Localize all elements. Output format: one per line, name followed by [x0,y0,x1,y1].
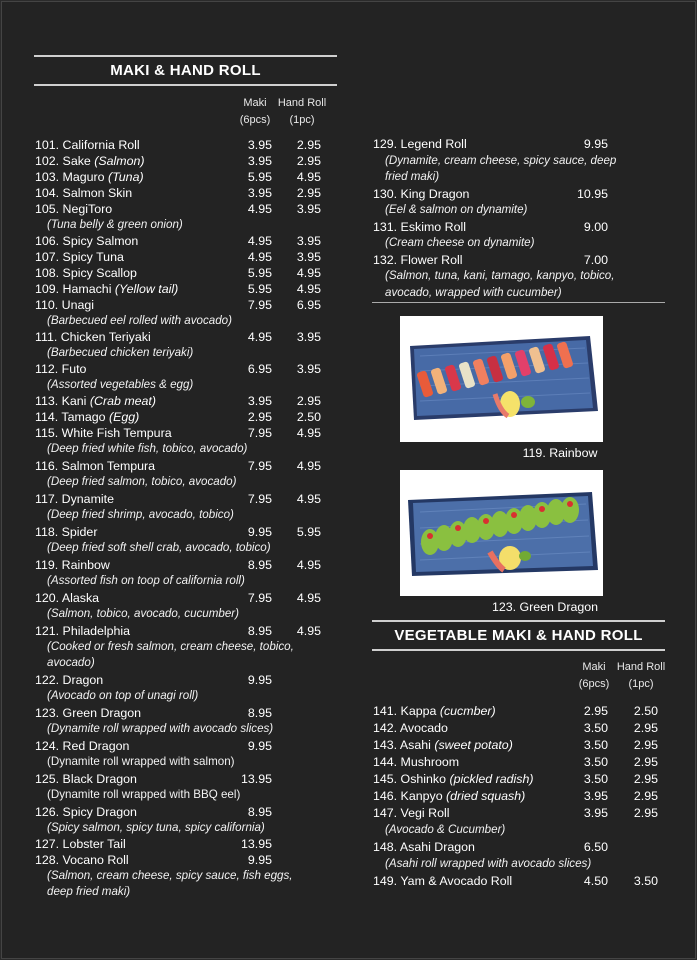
item-description: (Barbecued eel rolled with avocado) [47,314,232,327]
maki-price: 7.95 [247,298,272,312]
item-name-text: 122. Dragon [35,673,104,687]
handroll-price: 3.95 [296,362,321,376]
maki-price: 5.95 [247,282,272,296]
handroll-price: 5.95 [296,525,321,539]
menu-item-name [373,805,449,821]
handroll-price: 4.95 [296,591,321,605]
item-name-text: 127. Lobster Tail [35,837,126,851]
item-description: (Assorted vegetables & egg) [47,378,194,391]
item-description: (Avocado & Cucumber) [385,823,506,836]
menu-item-name [35,361,86,377]
item-name-text: 115. White Fish Tempura [35,426,172,440]
item-description: (Deep fried white fish, tobico, avocado) [47,442,248,455]
maki-price: 9.95 [247,739,272,753]
item-name-text: 126. Spicy Dragon [35,805,137,819]
item-description: avocado, wrapped with cucumber) [385,285,562,299]
item-description: (Salmon, cream cheese, spicy sauce, fish eggs, [47,869,293,882]
item-description: (Deep fried salmon, tobico, avocado) [47,475,237,488]
item-name-text: 130. King Dragon [373,186,470,201]
item-name-text: 118. Spider [35,525,98,539]
handroll-price: 3.95 [296,234,321,248]
menu-item-name [35,297,94,313]
menu-item-name [35,557,110,573]
menu-item-name [35,409,139,425]
item-name-text: 116. Salmon Tempura [35,459,156,473]
handroll-price: 2.95 [296,186,321,200]
item-name-text: 101. California Roll [35,138,140,152]
maki-section-title: MAKI & HAND ROLL [110,62,261,79]
rainbow-roll-photo [400,316,603,442]
item-name-text: 124. Red Dragon [35,739,130,753]
maki-price: 7.95 [247,459,272,473]
maki-price: 8.95 [247,558,272,572]
item-description: (Spicy salmon, spicy tuna, spicy california) [47,821,265,834]
column-maki-header: Maki (6pcs) [239,97,271,126]
menu-item-name [35,458,155,474]
item-note: (cucmber) [439,704,496,718]
maki-price: 4.95 [247,250,272,264]
item-name-text: 103. Maguro [35,170,109,184]
handroll-price: 2.50 [633,704,658,718]
maki-price: 8.95 [247,624,272,638]
item-description: (Assorted fish on toop of california roll) [47,574,245,587]
item-name-text: 105. NegiToro [35,202,113,216]
veg-section-title: VEGETABLE MAKI & HAND ROLL [394,627,643,644]
menu-item-name [35,771,137,787]
item-description: deep fried maki) [47,885,131,898]
maki-price: 7.95 [247,492,272,506]
maki-price: 4.95 [247,330,272,344]
title-rule-top [34,55,337,57]
green-dragon-photo [400,470,603,596]
menu-item-name [35,281,178,297]
item-name-text: 113. Kani [35,394,90,408]
maki-price: 3.95 [247,186,272,200]
menu-item-name [35,425,172,441]
item-note: (pickled radish) [449,772,534,786]
maki-price: 7.00 [583,252,608,267]
item-name-text: 128. Vocano Roll [35,853,129,867]
maki-price: 9.95 [247,853,272,867]
item-name-text: 102. Sake [35,154,95,168]
item-description: (Cream cheese on dynamite) [385,236,535,249]
item-name-text: 125. Black Dragon [35,772,137,786]
menu-item-name [35,590,99,606]
veg-column-handroll-header: Hand Roll (1pc) [616,661,666,690]
menu-item-name [373,252,463,268]
item-note: (dried squash) [446,789,526,803]
menu-item-name [35,393,156,409]
column-handroll-header: Hand Roll (1pc) [277,97,327,126]
handroll-price: 2.95 [296,154,321,168]
menu-item-name [35,137,140,153]
maki-price: 3.50 [583,755,608,769]
maki-price: 4.50 [583,874,608,888]
maki-price: 6.50 [583,840,608,854]
item-note: (Yellow tail) [114,282,179,296]
veg-title-rule-bottom [372,649,665,651]
maki-price: 9.00 [583,219,608,234]
menu-item-name [35,836,126,852]
maki-price: 3.50 [583,738,608,752]
item-description: (Avocado on top of unagi roll) [47,689,199,702]
item-name-text: 123. Green Dragon [35,706,142,720]
menu-item-name [373,754,459,770]
handroll-price: 2.95 [633,789,658,803]
rainbow-roll-image [400,316,603,442]
handroll-price: 4.95 [296,266,321,280]
item-description: (Salmon, tuna, kani, tamago, kanpyo, tobico, [385,269,615,282]
menu-item-name [373,839,475,855]
maki-price: 5.95 [247,170,272,184]
handroll-price: 2.95 [296,138,321,152]
item-description: (Eel & salmon on dynamite) [385,203,528,216]
menu-item-name [373,720,448,736]
item-note: (Egg) [108,410,140,424]
item-description: (Deep fried soft shell crab, avocado, tobico) [47,541,271,554]
item-name-text: 120. Alaska [35,591,100,605]
item-description: avocado) [47,656,95,669]
item-name-text: 146. Kanpyo [373,789,447,803]
maki-price: 2.95 [583,704,608,718]
item-description: fried maki) [385,170,440,183]
item-description: (Dynamite roll wrapped with salmon) [47,755,235,768]
maki-price: 13.95 [240,837,272,851]
item-name-text: 114. Tamago [35,410,109,424]
maki-price: 5.95 [247,266,272,280]
handroll-price: 4.95 [296,558,321,572]
menu-item-name [373,219,466,235]
item-description: (Asahi roll wrapped with avocado slices) [385,857,592,870]
item-name-text: 141. Kappa [373,704,440,718]
maki-price: 3.95 [247,138,272,152]
item-note: (Crab meat) [89,394,156,408]
menu-item-name [35,705,141,721]
menu-item-name [373,186,469,202]
maki-price: 9.95 [247,673,272,687]
handroll-price: 3.95 [296,202,321,216]
item-name-text: 112. Futo [35,362,87,376]
item-name-text: 145. Oshinko [373,772,450,786]
menu-item-name [373,788,525,804]
menu-item-name [35,852,129,868]
handroll-price: 4.95 [296,282,321,296]
handroll-price: 2.95 [633,772,658,786]
item-description: (Cooked or fresh salmon, cream cheese, tobico, [47,640,294,653]
green-dragon-image [400,470,603,596]
menu-item-name [373,771,533,787]
item-description: (Deep fried shrimp, avocado, tobico) [47,508,234,521]
handroll-price: 4.95 [296,426,321,440]
maki-price: 8.95 [247,805,272,819]
menu-item-name [35,169,144,185]
veg-column-maki-header: Maki (6pcs) [578,661,610,690]
item-description: (Dynamite, cream cheese, spicy sauce, deep [385,153,617,167]
maki-price: 2.95 [247,410,272,424]
green-dragon-caption: 123. Green Dragon [491,600,599,614]
maki-price: 4.95 [247,202,272,216]
item-name-text: 144. Mushroom [373,755,460,769]
menu-item-name [373,703,496,719]
menu-item-name [35,185,132,201]
handroll-price: 2.95 [633,721,658,735]
handroll-price: 2.50 [296,410,321,424]
handroll-price: 4.95 [296,624,321,638]
maki-price: 7.95 [247,591,272,605]
menu-item-name [35,491,114,507]
handroll-price: 4.95 [296,492,321,506]
item-name-text: 131. Eskimo Roll [373,219,466,234]
handroll-price: 3.95 [296,330,321,344]
item-name-text: 132. Flower Roll [373,252,463,267]
item-description: (Salmon, tobico, avocado, cucumber) [47,607,240,620]
handroll-price: 4.95 [296,459,321,473]
handroll-price: 3.95 [296,250,321,264]
menu-item-name [35,153,145,169]
item-name-text: 110. Unagi [35,298,95,312]
item-name-text: 119. Rainbow [35,558,110,572]
menu-item-name [35,672,103,688]
handroll-price: 6.95 [296,298,321,312]
menu-item-name [373,737,513,753]
rainbow-caption: 119. Rainbow [522,446,598,460]
item-name-text: 111. Chicken Teriyaki [35,330,151,344]
item-name-text: 147. Vegi Roll [373,806,450,820]
menu-item-name [35,738,129,754]
maki-price: 6.95 [247,362,272,376]
item-note: (sweet potato) [434,738,513,752]
maki-price: 13.95 [240,772,272,786]
maki-price: 9.95 [583,137,608,151]
menu-item-name [35,249,124,265]
maki-price: 3.50 [583,772,608,786]
handroll-price: 3.50 [633,874,658,888]
maki-price: 7.95 [247,426,272,440]
maki-price: 3.95 [247,394,272,408]
item-note: (Tuna) [108,170,144,184]
veg-title-rule-top [372,620,665,622]
item-description: (Dynamite roll wrapped with BBQ eel) [47,788,241,801]
item-name-text: 107. Spicy Tuna [35,250,124,264]
item-name-text: 121. Philadelphia [35,624,131,638]
item-description: (Tuna belly & green onion) [47,218,183,231]
item-name-text: 104. Salmon Skin [35,186,133,200]
maki-price: 8.95 [247,706,272,720]
divider [372,302,665,303]
item-note: (Salmon) [94,154,145,168]
item-name-text: 106. Spicy Salmon [35,234,139,248]
title-rule-bottom [34,84,337,86]
menu-item-name [35,233,138,249]
menu-item-name [373,136,467,152]
item-name-text: 143. Asahi [373,738,435,752]
maki-price: 4.95 [247,234,272,248]
handroll-price: 2.95 [633,755,658,769]
item-name-text: 149. Yam & Avocado Roll [373,874,513,888]
menu-item-name [35,201,112,217]
menu-item-name [35,265,137,281]
menu-item-name [35,329,151,345]
item-name-text: 117. Dynamite [35,492,114,506]
item-name-text: 108. Spicy Scallop [35,266,137,280]
item-name-text: 142. Avocado [373,721,448,735]
item-name-text: 109. Hamachi [35,282,115,296]
menu-item-name [35,804,137,820]
maki-price: 10.95 [576,186,608,201]
handroll-price: 4.95 [296,170,321,184]
handroll-price: 2.95 [296,394,321,408]
item-name-text: 148. Asahi Dragon [373,840,475,854]
item-description: (Dynamite roll wrapped with avocado slices) [47,722,274,735]
maki-price: 3.95 [583,806,608,820]
maki-price: 3.95 [583,789,608,803]
menu-item-name [373,873,512,889]
menu-item-name [35,524,97,540]
handroll-price: 2.95 [633,738,658,752]
handroll-price: 2.95 [633,806,658,820]
maki-price: 9.95 [247,525,272,539]
item-description: (Barbecued chicken teriyaki) [47,346,194,359]
menu-item-name [35,623,130,639]
maki-price: 3.95 [247,154,272,168]
maki-price: 3.50 [583,721,608,735]
item-name-text: 129. Legend Roll [373,137,467,151]
